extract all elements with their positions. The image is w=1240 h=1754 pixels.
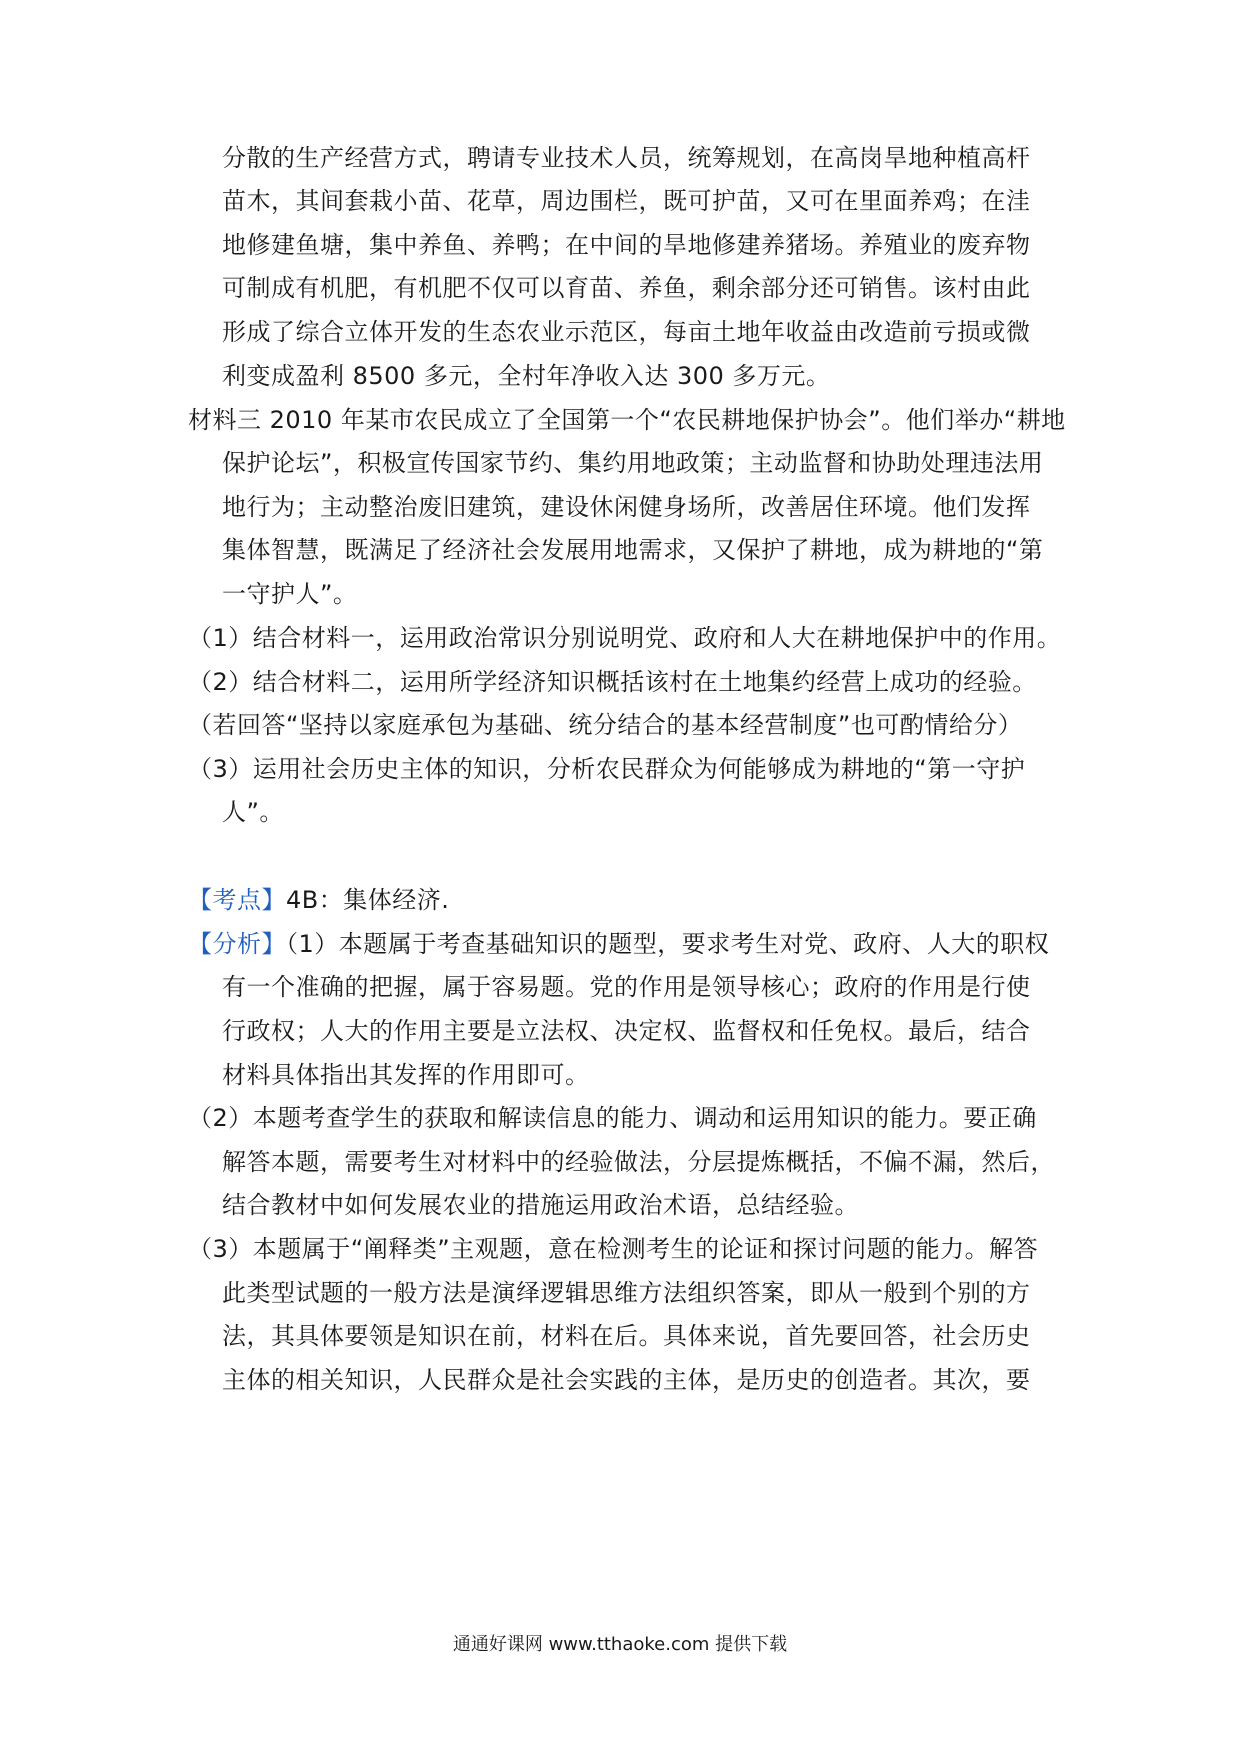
material2-line-4: 可制成有机肥，有机肥不仅可以育苗、养鱼，剩余部分还可销售。该村由此 — [222, 274, 1031, 302]
material2-line-1: 分散的生产经营方式，聘请专业技术人员，统筹规划，在高岗旱地种植高杆 — [222, 144, 1031, 172]
material3-line-3: 地行为；主动整治废旧建筑，建设休闲健身场所，改善居住环境。他们发挥 — [222, 493, 1031, 521]
question-3-line-1: （3）运用社会历史主体的知识，分析农民群众为何能够成为耕地的“第一守护 — [188, 755, 1026, 783]
fenxi-p2-line-3: 结合教材中如何发展农业的措施运用政治术语，总结经验。 — [222, 1191, 859, 1219]
kaodian-line — [188, 888, 449, 912]
fenxi-p3-line-2: 此类型试题的一般方法是演绎逻辑思维方法组织答案，即从一般到个别的方 — [222, 1279, 1031, 1307]
material2-line-2: 苗木，其间套栽小苗、花草，周边围栏，既可护苗，又可在里面养鸡；在洼 — [222, 187, 1031, 215]
material2-line-5: 形成了综合立体开发的生态农业示范区，每亩土地年收益由改造前亏损或微 — [222, 318, 1031, 346]
fenxi-p1-line-4: 材料具体指出其发挥的作用即可。 — [222, 1061, 590, 1089]
material3-line-4: 集体智慧，既满足了经济社会发展用地需求，又保护了耕地，成为耕地的“第 — [222, 536, 1044, 564]
kaodian-tag: 【考点】 — [188, 886, 286, 914]
material3-line-5: 一守护人”。 — [222, 580, 358, 608]
material2-line-6: 利变成盈利 8500 多元，全村年净收入达 300 多万元。 — [222, 362, 831, 390]
question-1: （1）结合材料一，运用政治常识分别说明党、政府和人大在耕地保护中的作用。 — [188, 624, 1062, 652]
fenxi-p2-line-1: （2）本题考查学生的获取和解读信息的能力、调动和运用知识的能力。要正确 — [188, 1104, 1037, 1132]
question-3-line-2: 人”。 — [222, 798, 284, 826]
fenxi-tag: 【分析】 — [188, 930, 286, 958]
fenxi-p1-line-2: 有一个准确的把握，属于容易题。党的作用是领导核心；政府的作用是行使 — [222, 973, 1031, 1001]
fenxi-p1-first: （1）本题属于考查基础知识的题型，要求考生对党、政府、人大的职权 — [286, 930, 1050, 958]
page-footer: 通通好课网 www.tthaoke.com 提供下载 — [452, 1634, 788, 1655]
fenxi-p3-line-1: （3）本题属于“阐释类”主观题，意在检测考生的论证和探讨问题的能力。解答 — [188, 1235, 1039, 1263]
question-2-note: （若回答“坚持以家庭承包为基础、统分结合的基本经营制度”也可酌情给分） — [188, 711, 1023, 739]
fenxi-p3-line-3: 法，其具体要领是知识在前，材料在后。具体来说，首先要回答，社会历史 — [222, 1322, 1031, 1350]
material2-line-3: 地修建鱼塘，集中养鱼、养鸭；在中间的旱地修建养猪场。养殖业的废弃物 — [222, 231, 1031, 259]
fenxi-line-1 — [188, 932, 1049, 956]
fenxi-p3-line-4: 主体的相关知识，人民群众是社会实践的主体，是历史的创造者。其次，要 — [222, 1366, 1031, 1394]
kaodian-text: 4B：集体经济. — [286, 886, 450, 914]
material3-line-2: 保护论坛”，积极宣传国家节约、集约用地政策；主动监督和协助处理违法用 — [222, 449, 1044, 477]
question-2: （2）结合材料二，运用所学经济知识概括该村在土地集约经营上成功的经验。 — [188, 668, 1037, 696]
fenxi-p2-line-2: 解答本题，需要考生对材料中的经验做法，分层提炼概括，不偏不漏，然后， — [222, 1148, 1055, 1176]
material3-line-1: 材料三 2010 年某市农民成立了全国第一个“农民耕地保护协会”。他们举办“耕地 — [188, 406, 1066, 434]
fenxi-p1-line-3: 行政权；人大的作用主要是立法权、决定权、监督权和任免权。最后，结合 — [222, 1017, 1031, 1045]
